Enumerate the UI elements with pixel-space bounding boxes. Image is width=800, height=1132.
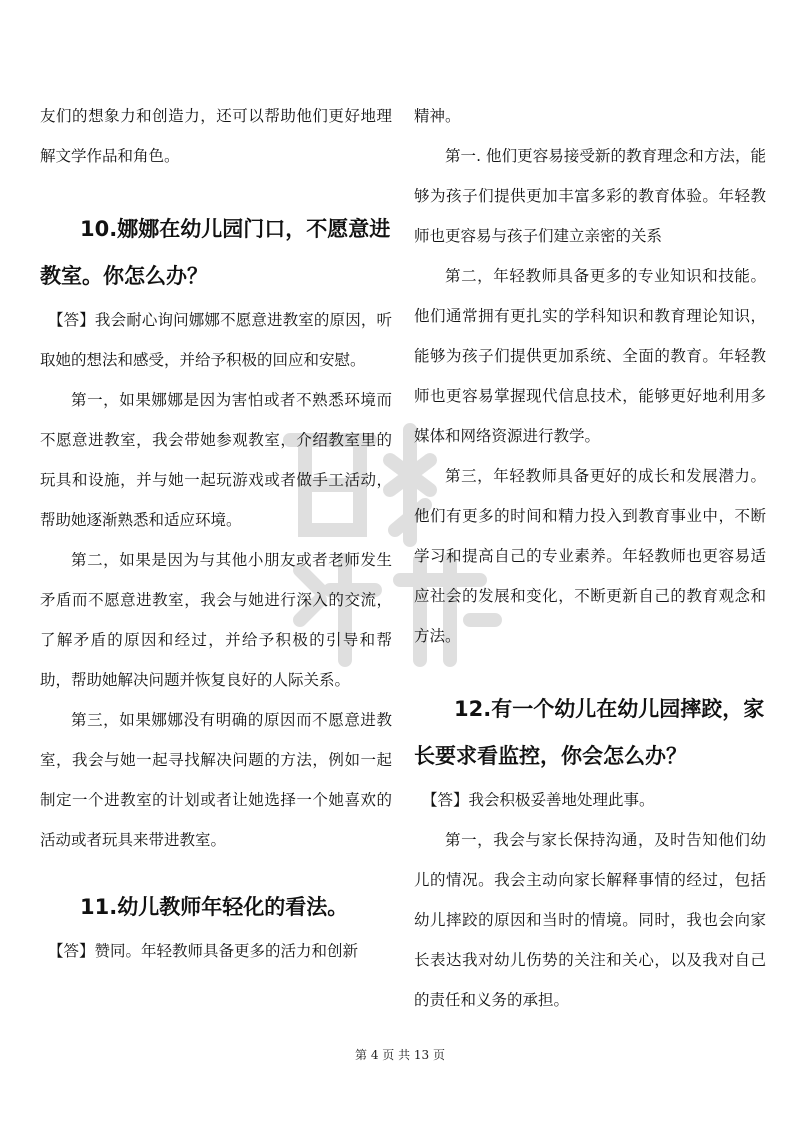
question-heading-11: 11.幼儿教师年轻化的看法。 xyxy=(80,895,349,919)
answer-paragraph: 【答】我会耐心询问娜娜不愿意进教室的原因，听取她的想法和感受，并给予积极的回应和安慰。 xyxy=(40,311,392,369)
paragraph: 第一，我会与家长保持沟通，及时告知他们幼儿的情况。我会主动向家长解释事情的经过，包括幼儿摔跤的原因和当时的情境。同时，我也会向家长表达我对幼儿伤势的关注和关心，以及我对自己的责任和义务的承担。 xyxy=(414,831,766,1009)
left-column xyxy=(40,96,392,971)
paragraph: 第二，年轻教师具备更多的专业知识和技能。他们通常拥有更扎实的学科知识和教育理论知识，能够为孩子们提供更加系统、全面的教育。年轻教师也更容易掌握现代信息技术，能够更好地利用多媒体和网络资源进行教学。 xyxy=(414,267,766,445)
answer-paragraph: 【答】赞同。年轻教师具备更多的活力和创新 xyxy=(48,942,359,960)
question-heading-12: 12.有一个幼儿在幼儿园摔跤，家长要求看监控，你会怎么办？ xyxy=(414,697,765,768)
paragraph: 第二，如果是因为与其他小朋友或者老师发生矛盾而不愿意进教室，我会与她进行深入的交流，了解矛盾的原因和经过，并给予积极的引导和帮助，帮助她解决问题并恢复良好的人际关系。 xyxy=(40,551,392,689)
right-column xyxy=(414,96,766,1020)
paragraph: 第三，如果娜娜没有明确的原因而不愿意进教室，我会与她一起寻找解决问题的方法，例如一起制定一个进教室的计划或者让她选择一个她喜欢的活动或者玩具来带进教室。 xyxy=(40,711,392,849)
paragraph: 第一. 他们更容易接受新的教育理念和方法，能够为孩子们提供更加丰富多彩的教育体验。年轻教师也更容易与孩子们建立亲密的关系 xyxy=(414,147,766,245)
page-number-footer: 第 4 页 共 13 页 xyxy=(355,1048,445,1062)
paragraph: 第三，年轻教师具备更好的成长和发展潜力。他们有更多的时间和精力投入到教育事业中，不断学习和提高自己的专业素养。年轻教师也更容易适应社会的发展和变化，不断更新自己的教育观念和方法。 xyxy=(414,467,766,645)
paragraph: 友们的想象力和创造力，还可以帮助他们更好地理解文学作品和角色。 xyxy=(40,107,392,165)
answer-paragraph: 【答】我会积极妥善地处理此事。 xyxy=(422,791,655,809)
question-heading-10: 10.娜娜在幼儿园门口，不愿意进教室。你怎么办？ xyxy=(40,217,391,288)
paragraph: 精神。 xyxy=(414,107,461,125)
paragraph: 第一，如果娜娜是因为害怕或者不熟悉环境而不愿意进教室，我会带她参观教室，介绍教室里的玩具和设施，并与她一起玩游戏或者做手工活动，帮助她逐渐熟悉和适应环境。 xyxy=(40,391,392,529)
